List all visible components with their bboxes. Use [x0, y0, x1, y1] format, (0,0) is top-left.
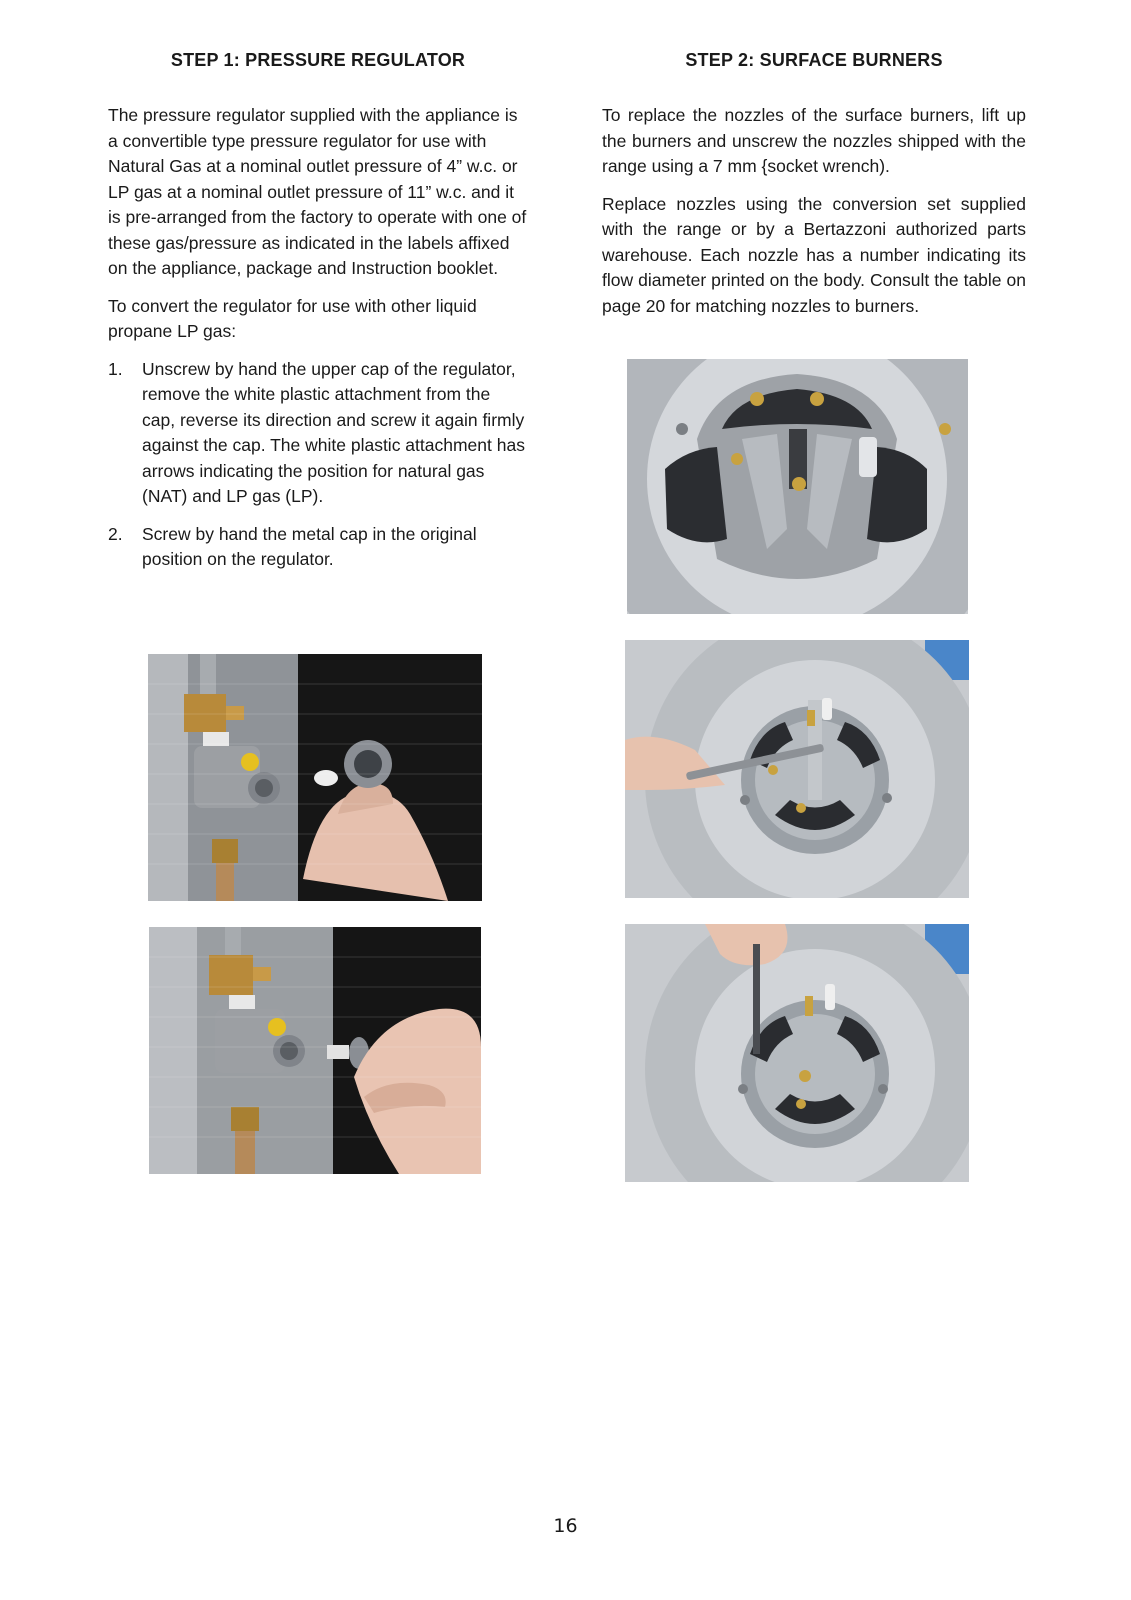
regulator-photo-1 [148, 654, 482, 901]
right-column [602, 50, 1026, 331]
burner-photo-2 [625, 640, 969, 898]
step2-heading: STEP 2: SURFACE BURNERS [685, 50, 943, 70]
step1-paragraph-2: To convert the regulator for use with other liquid propane LP gas: [108, 295, 477, 341]
regulator-photo-2 [149, 927, 481, 1174]
step2-paragraph-2: Replace nozzles using the conversion set supplied with the range or by a Bertazzoni authorized parts warehouse. Each nozzle has a number indicating its flow diameter printed on the body. Consult the table on page 20 for matching nozzles to burners. [602, 193, 1026, 316]
burner-photo-1 [627, 359, 968, 614]
step2-paragraph-1: To replace the nozzles of the surface burners, lift up the burners and unscrew the nozzles shipped with the range using a 7 mm {socket wrench). [602, 105, 1026, 176]
step1-instructions [108, 357, 528, 573]
step1-instruction-1: 1. Unscrew by hand the upper cap of the regulator, remove the white plastic attachment from the cap, reverse its direction and screw it again firmly against the cap. The white plastic attachment has arrows indicating the position for natural gas (NAT) and LP gas (LP). [108, 358, 525, 506]
step1-instruction-2: 2. Screw by hand the metal cap in the original position on the regulator. [108, 523, 477, 569]
burner-photo-3 [625, 924, 969, 1182]
step1-paragraph-1: The pressure regulator supplied with the appliance is a convertible type pressure regulator for use with Natural Gas at a nominal outlet pressure of 4” w.c. or LP gas at a nominal outlet pressure of 11” w.c. and it is pre-arranged from the factory to operate with one of these gas/pressure as indicated in the labels affixed on the appliance, package and Instruction booklet. [108, 105, 527, 278]
left-column [108, 50, 528, 585]
page-number: 16 [553, 1515, 578, 1537]
step1-heading: STEP 1: PRESSURE REGULATOR [170, 50, 466, 70]
